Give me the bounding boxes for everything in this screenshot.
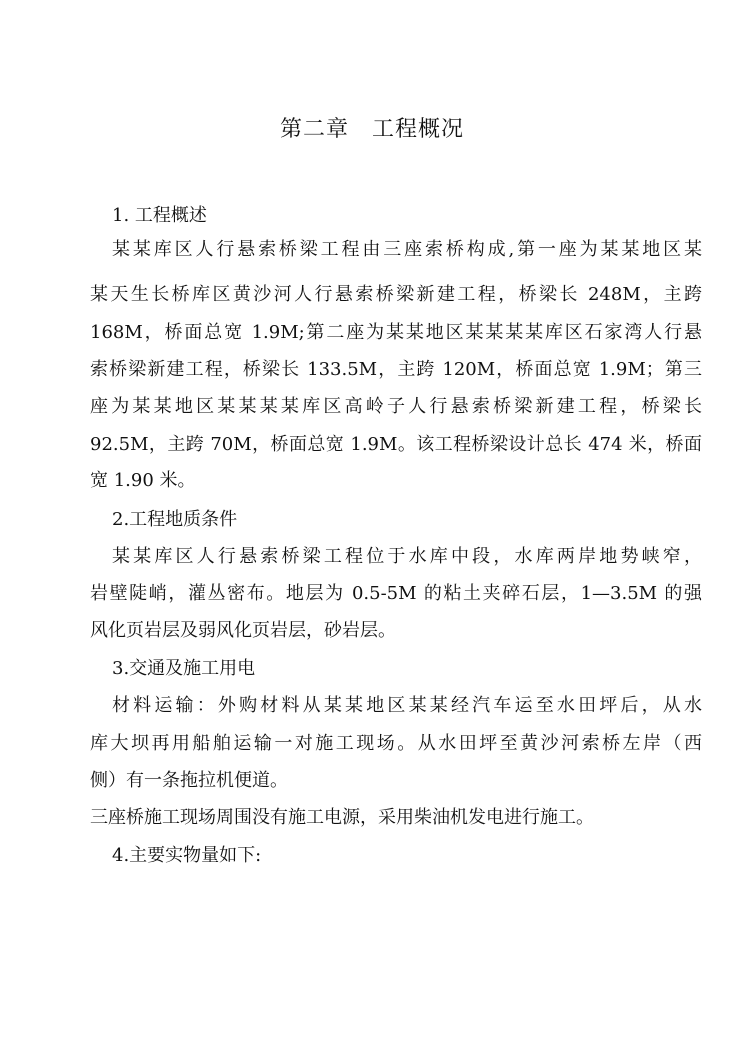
section-1-line-4: 索桥梁新建工程，桥梁长 133.5M，主跨 120M，桥面总宽 1.9M；第三 <box>90 359 702 380</box>
section-1-line-7: 宽 1.90 米。 <box>90 470 196 491</box>
section-1-line-3: 168M，桥面总宽 1.9M;第二座为某某地区某某某某库区石家湾人行悬 <box>90 322 702 343</box>
section-1-line-2: 某天生长桥库区黄沙河人行悬索桥梁新建工程，桥梁长 248M，主跨 <box>90 284 702 305</box>
section-heading-2: 2.工程地质条件 <box>112 509 238 530</box>
section-2-line-1: 某某库区人行悬索桥梁工程位于水库中段，水库两岸地势峡窄， <box>112 546 702 567</box>
section-heading-1: 1. 工程概述 <box>112 205 207 226</box>
chapter-title: 第二章 工程概况 <box>279 117 464 142</box>
section-heading-3: 3.交通及施工用电 <box>112 658 256 679</box>
section-2-line-2: 岩壁陡峭，灌丛密布。地层为 0.5-5M 的粘土夹碎石层，1—3.5M 的强 <box>90 583 702 604</box>
section-3-line-2: 库大坝再用船舶运输一对施工现场。从水田坪至黄沙河索桥左岸（西 <box>90 733 702 754</box>
section-3-line-4: 三座桥施工现场周围没有施工电源，采用柴油机发电进行施工。 <box>90 807 594 828</box>
section-1-line-1: 某某库区人行悬索桥梁工程由三座索桥构成,第一座为某某地区某 <box>112 239 702 260</box>
section-3-line-1: 材料运输：外购材料从某某地区某某经汽车运至水田坪后，从水 <box>112 695 702 716</box>
section-3-line-3: 侧）有一条拖拉机便道。 <box>90 770 288 791</box>
section-1-line-6: 92.5M，主跨 70M，桥面总宽 1.9M。该工程桥梁设计总长 474 米，桥面 <box>90 434 702 455</box>
section-2-line-3: 风化页岩层及弱风化页岩层，砂岩层。 <box>90 620 396 641</box>
section-heading-4: 4.主要实物量如下: <box>112 845 262 866</box>
section-1-line-5: 座为某某地区某某某某库区高岭子人行悬索桥梁新建工程，桥梁长 <box>90 396 702 417</box>
